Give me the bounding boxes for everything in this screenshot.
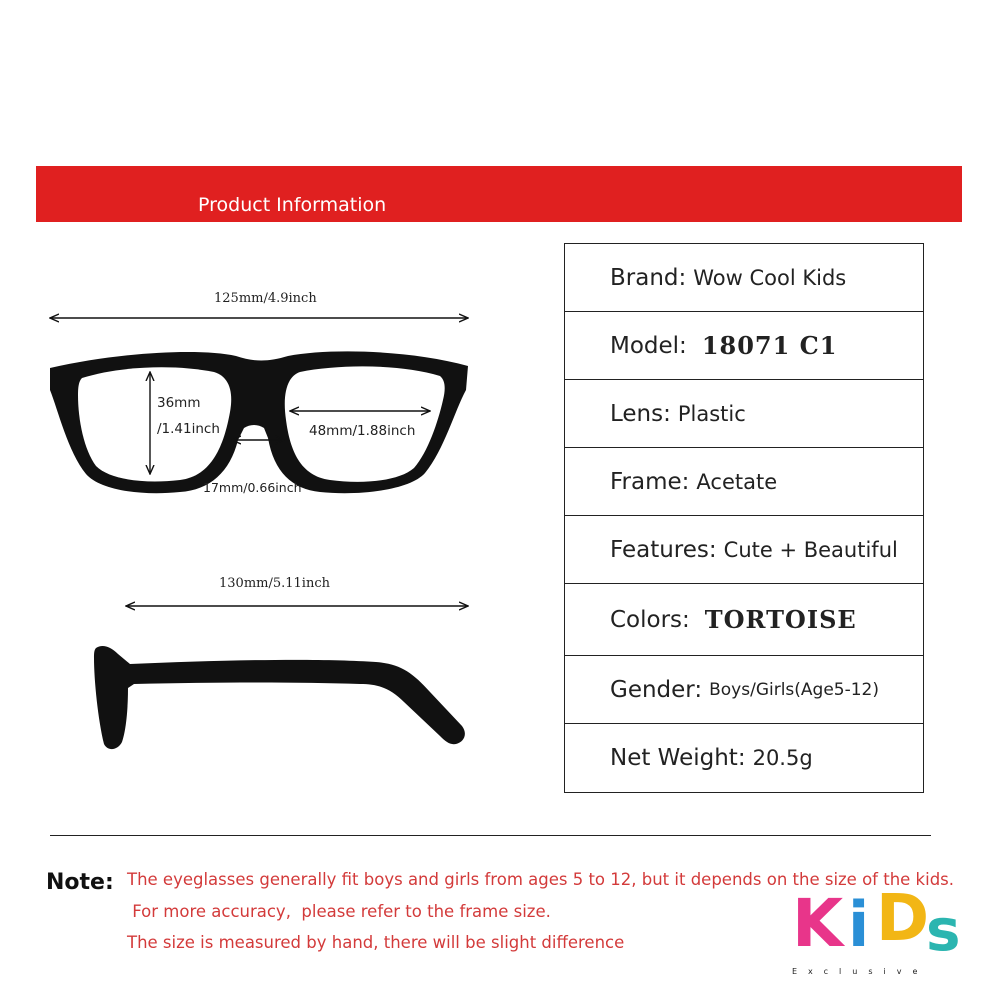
spec-label: Colors:: [610, 606, 690, 633]
spec-value: TORTOISE: [704, 605, 857, 634]
spec-row-features: [565, 516, 923, 584]
logo-letter-k: K: [792, 885, 844, 962]
spec-value: 20.5g: [752, 746, 813, 770]
spec-value: Boys/Girls(Age5-12): [709, 679, 880, 700]
banner-title: Product Information: [198, 194, 387, 216]
spec-label: Features:: [610, 536, 717, 563]
spec-row-net-weight: [565, 724, 923, 792]
lens-height-inch-label: /1.41inch: [157, 421, 220, 437]
logo-letter-d: D: [876, 882, 930, 956]
lens-height-mm-label: 36mm: [157, 395, 201, 411]
spec-value: Wow Cool Kids: [693, 265, 847, 290]
bridge-label: 17mm/0.66inch: [203, 480, 302, 495]
frame-width-label: 125mm/4.9inch: [214, 291, 317, 306]
spec-label: Net Weight:: [610, 745, 746, 771]
kids-logo-graphic: [780, 870, 980, 980]
glasses-temple-arm: [94, 646, 465, 749]
spec-row-colors: [565, 584, 923, 656]
kids-logo: [780, 870, 980, 980]
spec-label: Lens:: [610, 400, 671, 427]
divider-line: [50, 835, 931, 836]
spec-label: Gender:: [610, 676, 703, 703]
glasses-illustration: [0, 240, 540, 760]
note-line-3: The size is measured by hand, there will be slight difference: [127, 933, 625, 952]
temple-length-label: 130mm/5.11inch: [219, 576, 330, 591]
note-line-2: For more accuracy, please refer to the frame size.: [127, 902, 551, 921]
note-line-1: The eyeglasses generally fit boys and girls from ages 5 to 12, but it depends on the size of the kids.: [127, 870, 955, 889]
glasses-dimension-diagram: [0, 240, 540, 760]
spec-row-brand: [565, 244, 923, 312]
note-title: Note:: [46, 870, 114, 895]
product-info-banner: [36, 166, 962, 222]
spec-value: 18071 C1: [701, 331, 838, 360]
spec-table: [564, 243, 924, 793]
spec-value: Acetate: [696, 469, 778, 494]
spec-value: Plastic: [677, 401, 746, 426]
spec-label: Model:: [610, 332, 687, 359]
spec-label: Brand:: [610, 264, 687, 291]
logo-letter-i: i: [848, 888, 870, 961]
spec-value: Cute + Beautiful: [723, 537, 898, 562]
spec-row-model: [565, 312, 923, 380]
spec-row-gender: [565, 656, 923, 724]
spec-row-lens: [565, 380, 923, 448]
lens-width-label: 48mm/1.88inch: [309, 423, 416, 439]
spec-label: Frame:: [610, 468, 690, 495]
logo-letter-s: s: [926, 896, 961, 964]
spec-row-frame: [565, 448, 923, 516]
logo-tagline: Exclusive: [792, 967, 929, 976]
